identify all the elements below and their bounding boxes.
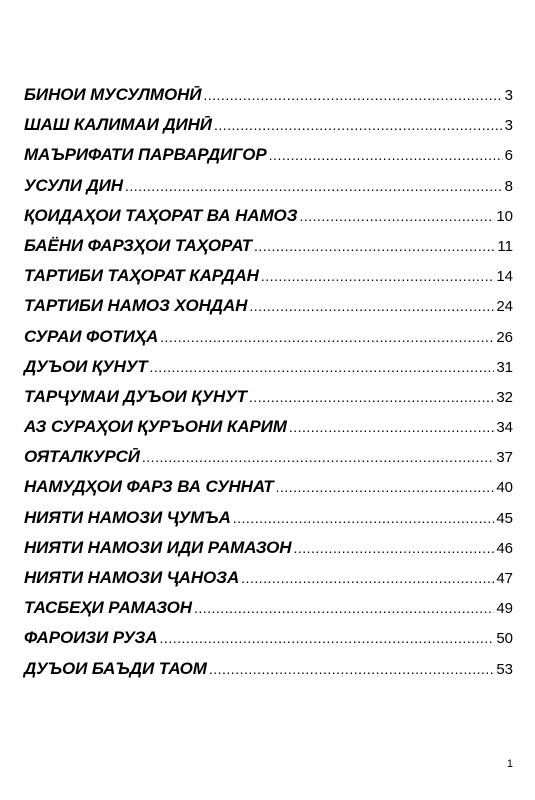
- toc-entry-page: 6: [504, 147, 513, 165]
- toc-entry-title: ТАРТИБИ ТАҲОРАТ КАРДАН: [24, 266, 259, 286]
- toc-entry-page: 31: [496, 358, 513, 376]
- toc-entry-page: 14: [496, 268, 513, 286]
- toc-entry-page: 50: [496, 630, 513, 648]
- toc-entry-page: 47: [496, 570, 513, 587]
- toc-entry: [24, 417, 513, 447]
- toc-entry-page: 8: [504, 177, 513, 195]
- toc-dot-leader: [160, 630, 495, 646]
- toc-entry-title: НИЯТИ НАМОЗИ ИДИ РАМАЗОН: [24, 537, 292, 557]
- toc-entry-title: ОЯТАЛКУРСӢ: [24, 447, 140, 467]
- toc-entry-title: НИЯТИ НАМОЗИ ҶАНОЗА: [24, 568, 240, 587]
- toc-entry-page: 26: [496, 328, 513, 346]
- toc-entry: [24, 176, 513, 206]
- toc-dot-leader: [269, 147, 503, 163]
- toc-entry-title: НАМУДҲОИ ФАРЗ ВА СУННАТ: [24, 477, 274, 497]
- toc-entry: [24, 357, 513, 387]
- toc-dot-leader: [142, 449, 494, 465]
- toc-dot-leader: [249, 298, 494, 314]
- toc-dot-leader: [261, 268, 494, 284]
- toc-entry-title: БИНОИ МУСУЛМОНӢ: [24, 85, 202, 104]
- toc-entry-title: ТАРТИБИ НАМОЗ ХОНДАН: [24, 296, 248, 316]
- toc-entry: [24, 568, 513, 598]
- toc-entry-page: 46: [496, 539, 513, 557]
- toc-entry-title: АЗ СУРАҲОИ ҚУРЪОНИ КАРИМ: [24, 417, 287, 437]
- toc-dot-leader: [241, 570, 494, 586]
- toc-entry-title: НИЯТИ НАМОЗИ ҶУМЪА: [24, 507, 231, 527]
- toc-entry: [24, 327, 513, 357]
- toc-entry-page: 40: [496, 479, 513, 497]
- toc-dot-leader: [125, 178, 503, 194]
- toc-entry-page: 10: [496, 207, 513, 225]
- toc-entry: [24, 538, 513, 568]
- toc-dot-leader: [254, 238, 495, 254]
- toc-entry-title: ДУЪОИ БАЪДИ ТАОМ: [24, 658, 207, 678]
- toc-entry-title: БАЁНИ ФАРЗҲОИ ТАҲОРАТ: [24, 235, 252, 255]
- toc-entry-page: 53: [496, 660, 513, 678]
- toc-entry: [24, 659, 513, 689]
- toc-dot-leader: [150, 359, 495, 375]
- toc-dot-leader: [209, 661, 494, 677]
- toc-entry: [24, 628, 513, 658]
- toc-dot-leader: [289, 419, 495, 435]
- toc-entry-title: ҚОИДАҲОИ ТАҲОРАТ ВА НАМОЗ: [24, 205, 298, 225]
- toc-entry-page: 37: [496, 449, 513, 467]
- toc-entry-page: 11: [497, 237, 513, 255]
- toc-entry-title: ШАШ КАЛИМАИ ДИНӢ: [24, 115, 212, 135]
- toc-entry-page: 32: [496, 388, 513, 406]
- toc-entry: [24, 387, 513, 417]
- toc-entry-title: УСУЛИ ДИН: [24, 175, 123, 195]
- toc-dot-leader: [293, 540, 494, 556]
- toc-entry-page: 24: [496, 298, 513, 316]
- toc-entry: [24, 296, 513, 326]
- toc-dot-leader: [160, 329, 494, 345]
- toc-entry-title: СУРАИ ФОТИҲА: [24, 326, 159, 346]
- toc-entry: [24, 85, 513, 115]
- toc-dot-leader: [249, 389, 494, 405]
- toc-entry-title: МАЪРИФАТИ ПАРВАРДИГОР: [24, 145, 267, 165]
- toc-entry-page: 49: [496, 600, 513, 618]
- toc-entry-page: 45: [496, 509, 513, 527]
- toc-dot-leader: [194, 600, 494, 616]
- toc-dot-leader: [203, 87, 502, 103]
- toc-entry: [24, 236, 513, 266]
- toc-entry-page: 3: [504, 117, 513, 135]
- toc-entry: [24, 266, 513, 296]
- toc-entry: [24, 206, 513, 236]
- toc-entry: [24, 508, 513, 538]
- toc-entry-page: 3: [504, 87, 513, 104]
- toc-dot-leader: [299, 208, 494, 224]
- toc-dot-leader: [214, 117, 503, 133]
- toc-entry-title: ДУЪОИ ҚУНУТ: [24, 356, 148, 376]
- toc-entry: [24, 477, 513, 507]
- toc-entry: [24, 447, 513, 477]
- toc-dot-leader: [276, 479, 495, 495]
- toc-dot-leader: [233, 510, 495, 526]
- toc-entry-title: ТАРҶУМАИ ДУЪОИ ҚУНУТ: [24, 386, 247, 406]
- toc-entry: [24, 115, 513, 145]
- toc-entry: [24, 145, 513, 175]
- table-of-contents: [24, 85, 513, 689]
- toc-entry: [24, 598, 513, 628]
- toc-entry-title: ТАСБЕҲИ РАМАЗОН: [24, 598, 192, 618]
- page-number: 1: [506, 758, 513, 770]
- toc-entry-title: ФАРОИЗИ РУЗА: [24, 628, 158, 648]
- toc-entry-page: 34: [496, 419, 513, 437]
